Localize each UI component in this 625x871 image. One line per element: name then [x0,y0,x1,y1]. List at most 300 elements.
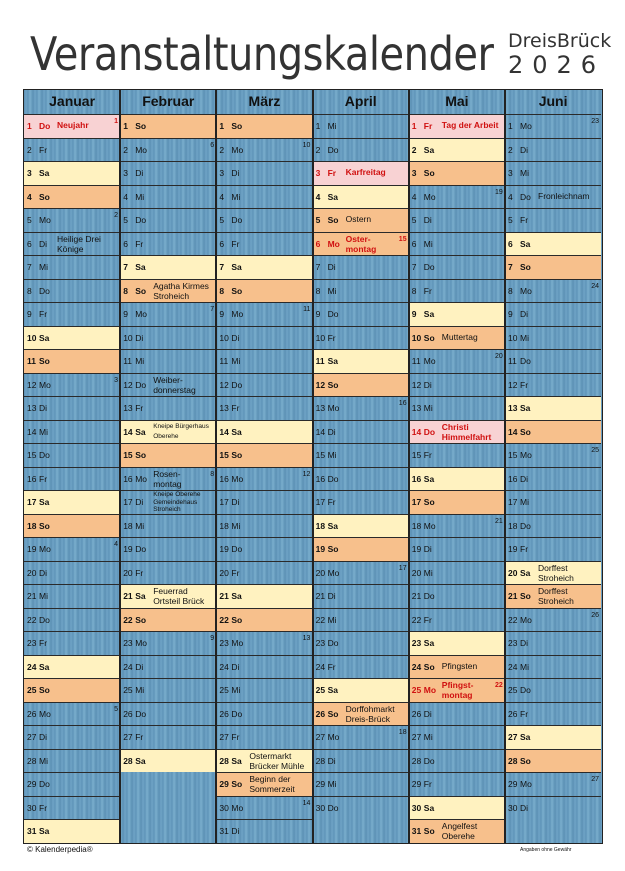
weekday: Sa [39,497,50,507]
weekday: Sa [423,473,435,484]
event-label: Heilige Drei Könige [57,233,101,254]
weekday: Mo [135,638,147,648]
day-cell [409,490,505,514]
weekday: Mi [135,356,145,366]
event-label: Tag der Arbeit [441,120,499,130]
day-number: 26 [219,708,229,719]
day-cell [120,255,216,279]
week-number: 18 [398,729,407,736]
event-label: Angelfest Oberehe [441,821,478,841]
day-cell [505,796,601,820]
day-cell [409,702,505,726]
day-cell [313,725,409,749]
day-number: 15 [27,450,37,460]
weekday: So [520,262,531,272]
day-cell [313,161,409,185]
day-cell [409,561,505,585]
day-cell [313,373,409,397]
weekday: So [135,121,147,131]
weekday: Mo [423,191,436,202]
day-cell [216,185,312,209]
day-cell [409,819,505,843]
weekday: Fr [39,144,48,155]
event-label: Beginn der Sommerzeit [249,774,295,794]
week-number: 21 [495,517,503,525]
week-number: 16 [398,400,407,407]
weekday: So [135,450,147,460]
day-number: 13 [315,403,326,413]
day-number: 8 [123,285,128,296]
event-label: Kneipe Bürgerhaus Oberehe [153,422,209,440]
day-number: 5 [123,215,128,225]
day-number: 6 [411,238,417,249]
weekday: Do [135,215,147,225]
day-cell [409,232,505,256]
day-number: 3 [411,168,417,178]
day-cell [505,749,601,773]
day-number: 13 [123,403,133,413]
weekday: Mo [423,685,437,695]
day-cell [409,655,505,679]
day-number: 14 [315,426,326,437]
weekday: Mi [423,732,433,742]
day-cell [120,373,216,397]
day-cell [216,819,312,843]
weekday: Mi [39,591,48,601]
day-cell [216,514,312,538]
day-number: 18 [219,520,229,531]
day-cell [120,608,216,632]
day-cell [24,232,120,256]
day-number: 1 [123,121,128,131]
day-cell [505,678,601,702]
day-cell [313,396,409,420]
weekday: Sa [231,755,242,766]
day-number: 1 [508,121,513,131]
weekday: Sa [423,638,435,648]
weekday: Sa [39,661,50,672]
weekday: Di [231,332,240,343]
day-cell [505,232,601,256]
brand [508,30,612,79]
event-label: Oster- montag [345,233,377,254]
weekday: Sa [327,520,338,531]
weekday: Do [327,473,339,484]
day-cell [409,396,505,420]
weekday: Mi [231,191,241,202]
day-cell [409,208,505,232]
day-number: 2 [123,144,128,155]
day-number: 21 [219,591,229,601]
weekday: Mo [520,450,532,460]
day-number: 1 [315,121,321,131]
weekday: Mo [231,144,244,155]
weekday: Mo [135,473,147,484]
day-number: 8 [315,285,321,296]
weekday: Di [231,168,240,178]
weekday: Di [39,567,48,578]
day-number: 27 [508,732,518,742]
day-number: 4 [219,191,225,202]
day-number: 21 [315,591,326,601]
day-number: 16 [411,473,422,484]
day-cell [120,396,216,420]
day-number: 17 [27,497,37,507]
day-number: 17 [123,497,133,507]
weekday: Do [327,309,339,319]
weekday: Do [135,708,147,719]
weekday: Sa [423,309,435,319]
weekday: So [327,544,339,554]
weekday: Mo [231,309,244,319]
event-label: Karfreitag [345,167,386,177]
day-number: 31 [219,826,229,836]
day-number: 8 [411,285,417,296]
weekday: Sa [135,755,146,766]
day-cell [313,467,409,491]
day-cell [216,279,312,303]
weekday: So [423,497,435,507]
weekday: Fr [327,168,337,178]
day-number: 17 [411,497,422,507]
day-number: 20 [315,567,326,578]
weekday: Di [520,473,529,484]
day-cell [313,208,409,232]
day-cell [505,326,601,350]
day-cell [505,443,601,467]
column-divider [119,89,121,844]
day-cell [24,467,120,491]
day-cell [24,138,120,162]
weekday: Mi [327,614,337,625]
day-cell [216,420,312,444]
weekday: Di [39,238,48,249]
day-number: 11 [123,356,133,366]
day-number: 22 [508,614,518,625]
weekday: Fr [423,285,432,296]
day-number: 11 [315,356,325,366]
weekday: Mo [231,802,244,813]
weekday: So [423,661,435,672]
day-number: 22 [219,614,229,625]
weekday: Di [231,826,240,836]
day-cell [313,655,409,679]
weekday: Mo [520,779,532,789]
day-cell [505,514,601,538]
day-cell [120,537,216,561]
day-number: 20 [27,567,37,578]
day-cell [313,584,409,608]
week-number: 17 [398,564,407,572]
weekday: Di [39,732,48,742]
weekday: Do [231,708,243,719]
day-cell [24,420,120,444]
weekday: So [520,426,531,437]
day-number: 1 [219,121,225,131]
day-number: 8 [27,285,32,296]
day-cell [313,326,409,350]
day-cell [120,185,216,209]
day-cell [216,796,312,820]
day-cell [216,114,312,138]
weekday: Fr [327,332,336,343]
weekday: Mo [39,708,51,719]
day-number: 30 [508,802,518,813]
day-cell [505,208,601,232]
weekday: Di [520,144,529,155]
day-cell [120,302,216,326]
day-cell [120,232,216,256]
weekday: So [423,168,435,178]
day-number: 13 [27,403,37,413]
day-cell [216,208,312,232]
day-number: 19 [27,544,37,554]
week-number: 2 [114,212,118,219]
day-number: 27 [315,732,326,742]
day-cell [24,631,120,655]
event-label: Ostern [345,214,372,224]
day-number: 19 [508,544,518,554]
day-number: 16 [27,473,37,484]
day-cell [313,631,409,655]
day-cell [313,796,409,820]
day-number: 6 [123,238,128,249]
column-divider [215,89,217,844]
weekday: Mo [327,403,340,413]
day-cell [120,655,216,679]
weekday: So [39,685,50,695]
weekday: So [135,614,147,625]
day-number: 16 [123,473,133,484]
day-cell [313,490,409,514]
day-number: 16 [219,473,229,484]
day-cell [24,561,120,585]
day-cell [24,208,120,232]
weekday: Di [135,497,144,507]
weekday: Fr [231,403,240,413]
weekday: Di [231,661,240,672]
day-cell [409,373,505,397]
weekday: Di [327,426,336,437]
day-cell [24,396,120,420]
day-number: 13 [411,403,422,413]
day-number: 17 [508,497,518,507]
weekday: Sa [520,567,531,578]
day-number: 7 [219,262,225,272]
weekday: Mi [135,191,145,202]
day-number: 13 [219,403,229,413]
day-number: 28 [219,755,229,766]
day-cell [313,302,409,326]
day-cell [409,161,505,185]
week-number: 6 [210,141,215,149]
day-number: 30 [219,802,229,813]
weekday: Fr [327,497,336,507]
weekday: So [39,356,50,366]
day-cell [409,255,505,279]
day-cell [409,302,505,326]
day-number: 9 [411,309,417,319]
week-number: 1 [114,118,118,125]
day-cell [120,749,216,773]
day-cell [313,349,409,373]
weekday: Mi [423,567,433,578]
event-label: Muttertag [441,331,478,342]
day-number: 18 [315,520,326,531]
page-title: Veranstaltungskalender [30,28,494,82]
weekday: Fr [520,544,529,554]
day-cell [216,608,312,632]
weekday: Do [231,379,243,390]
day-cell [409,185,505,209]
day-cell [24,608,120,632]
day-number: 12 [123,379,133,390]
day-number: 31 [27,826,37,836]
day-cell [505,608,601,632]
weekday: So [327,379,339,390]
day-cell [120,326,216,350]
day-number: 10 [411,332,422,343]
weekday: Mi [39,755,48,766]
day-number: 9 [27,309,32,319]
weekday: Do [39,614,50,625]
day-cell [216,772,312,796]
weekday: Di [423,544,432,554]
event-label: Kneipe Oberehe Gemeindehaus Stroheich [153,491,201,513]
brand-name: DreisBrück [508,30,612,52]
day-number: 26 [27,708,37,719]
day-cell [505,584,601,608]
month-header: März [248,93,281,109]
event-label: Dorffest Stroheich [538,586,574,606]
weekday: Mo [135,309,147,319]
day-cell [313,232,409,256]
day-cell [505,467,601,491]
day-cell [313,185,409,209]
day-number: 15 [123,450,133,460]
day-number: 20 [123,567,133,578]
day-cell [313,138,409,162]
weekday: Di [135,332,144,343]
day-cell [409,608,505,632]
day-cell [120,208,216,232]
day-number: 10 [219,332,229,343]
day-number: 27 [219,732,229,742]
day-cell [313,678,409,702]
weekday: Di [39,403,48,413]
day-number: 9 [219,309,225,319]
weekday: Mi [39,426,48,437]
day-cell [120,279,216,303]
day-cell [216,537,312,561]
day-cell [24,749,120,773]
day-cell [216,725,312,749]
weekday: Mo [423,356,436,366]
weekday: Di [520,309,529,319]
week-number: 19 [495,188,503,196]
day-number: 19 [219,544,229,554]
weekday: Sa [231,262,242,272]
day-cell [120,349,216,373]
column-divider [504,89,506,844]
day-number: 21 [411,591,422,601]
weekday: Do [423,262,435,272]
day-cell [313,749,409,773]
day-number: 24 [219,661,229,672]
weekday: So [39,520,50,531]
day-number: 5 [27,215,32,225]
day-number: 1 [411,121,417,131]
day-cell [120,514,216,538]
day-cell [120,420,216,444]
event-label: Christi Himmelfahrt [441,421,492,442]
weekday: So [520,755,531,766]
day-cell [120,467,216,491]
event-label: Agatha Kirmes Stroheich [153,280,209,301]
day-cell [120,725,216,749]
day-number: 3 [219,168,225,178]
weekday: Sa [520,238,531,249]
day-number: 16 [508,473,518,484]
day-number: 9 [315,309,321,319]
day-cell [24,302,120,326]
day-cell [409,326,505,350]
week-number: 9 [210,635,215,642]
day-cell [24,584,120,608]
week-number: 15 [398,235,407,243]
weekday: Do [231,544,243,554]
weekday: Di [423,708,432,719]
event-label: Rosen- montag [153,468,182,489]
day-number: 24 [315,661,326,672]
weekday: Do [39,121,51,131]
day-cell [216,232,312,256]
day-number: 23 [219,638,229,648]
weekday: Mo [39,215,51,225]
day-number: 27 [411,732,422,742]
day-number: 2 [315,144,321,155]
day-number: 22 [123,614,133,625]
day-number: 24 [508,661,518,672]
weekday: Mi [520,497,529,507]
day-number: 14 [411,426,422,437]
weekday: Mo [39,379,51,390]
day-cell [24,819,120,843]
month-header: Juni [538,93,568,109]
weekday: Fr [231,567,240,578]
weekday: Fr [423,614,432,625]
day-cell [409,772,505,796]
weekday: Mi [135,520,145,531]
weekday: So [327,708,339,719]
weekday: Fr [423,121,433,131]
day-cell [505,349,601,373]
event-label: Pfingst- montag [441,680,474,700]
day-number: 28 [508,755,518,766]
week-number: 7 [210,306,215,313]
day-cell [216,678,312,702]
day-number: 4 [123,191,128,202]
footer-disclaimer: Angaben ohne Gewähr [520,847,572,853]
day-number: 25 [411,685,422,695]
day-number: 6 [315,238,321,249]
day-cell [409,725,505,749]
day-cell [120,561,216,585]
weekday: Do [327,638,339,648]
week-number: 25 [591,447,599,454]
day-number: 14 [27,426,37,437]
day-number: 29 [411,779,422,789]
